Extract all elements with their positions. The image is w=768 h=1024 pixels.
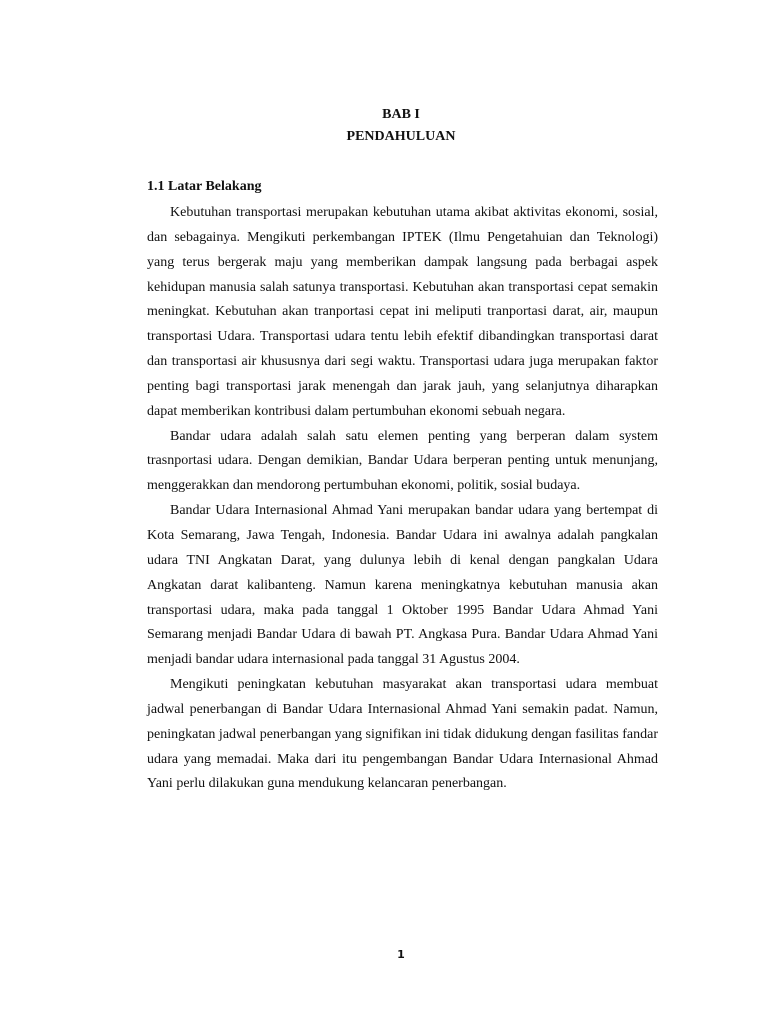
chapter-number: BAB I bbox=[382, 107, 420, 122]
section-heading: 1.1 Latar Belakang bbox=[147, 179, 262, 194]
page-number: 1 bbox=[397, 948, 405, 961]
paragraph-ahmad-yani-history: Bandar Udara Internasional Ahmad Yani merupakan bandar udara yang bertempat di Kota Semarang, Jawa Tengah, Indonesia. Bandar Udara ini awalnya adalah pangkalan udara TNI Angkatan Darat, yang dulunya lebih di kenal dengan pangkalan Udara Angkatan darat kalibanteng. Namun karena meningkatnya kebutuhan manusia akan transportasi udara, maka pada tanggal 1 Oktober 1995 Bandar Udara Ahmad Yani Semarang menjadi Bandar Udara di bawah PT. Angkasa Pura. Bandar Udara Ahmad Yani menjadi bandar udara internasional pada tanggal 31 Agustus 2004. bbox=[147, 503, 658, 668]
chapter-title: PENDAHULUAN bbox=[346, 129, 456, 144]
paragraph-airport-role: Bandar udara adalah salah satu elemen penting yang berperan dalam system trasnportasi udara. Dengan demikian, Bandar Udara berperan penting untuk menunjang, menggerakkan dan mendorong pertumbuhan ekonomi, politik, sosial budaya. bbox=[147, 428, 658, 494]
paragraph-development-need: Mengikuti peningkatan kebutuhan masyarakat akan transportasi udara membuat jadwal penerbangan di Bandar Udara Internasional Ahmad Yani semakin padat. Namun, peningkatan jadwal penerbangan yang signifikan ini tidak didukung dengan fasilitas fandar udara yang memadai. Maka dari itu pengembangan Bandar Udara Internasional Ahmad Yani perlu dilakukan guna mendukung kelancaran penerbangan. bbox=[147, 677, 658, 792]
body-text bbox=[147, 201, 658, 797]
paragraph-transport-needs: Kebutuhan transportasi merupakan kebutuhan utama akibat aktivitas ekonomi, sosial, dan sebagainya. Mengikuti perkembangan IPTEK (Ilmu Pengetahuian dan Teknologi) yang terus bergerak maju yang memberikan dampak langsung pada berbagai aspek kehidupan manusia salah satunya transportasi. Kebutuhan akan transportasi cepat semakin meningkat. Kebutuhan akan tranportasi cepat ini meliputi tranportasi darat, air, maupun transportasi Udara. Transportasi udara tentu lebih efektif dibandingkan transportasi darat dan transportasi air khususnya dari segi waktu. Transportasi udara juga merupakan faktor penting bagi transportasi jarak menengah dan jarak jauh, yang selanjutnya diharapkan dapat memberikan kontribusi dalam pertumbuhan ekonomi sebuah negara. bbox=[147, 205, 658, 419]
